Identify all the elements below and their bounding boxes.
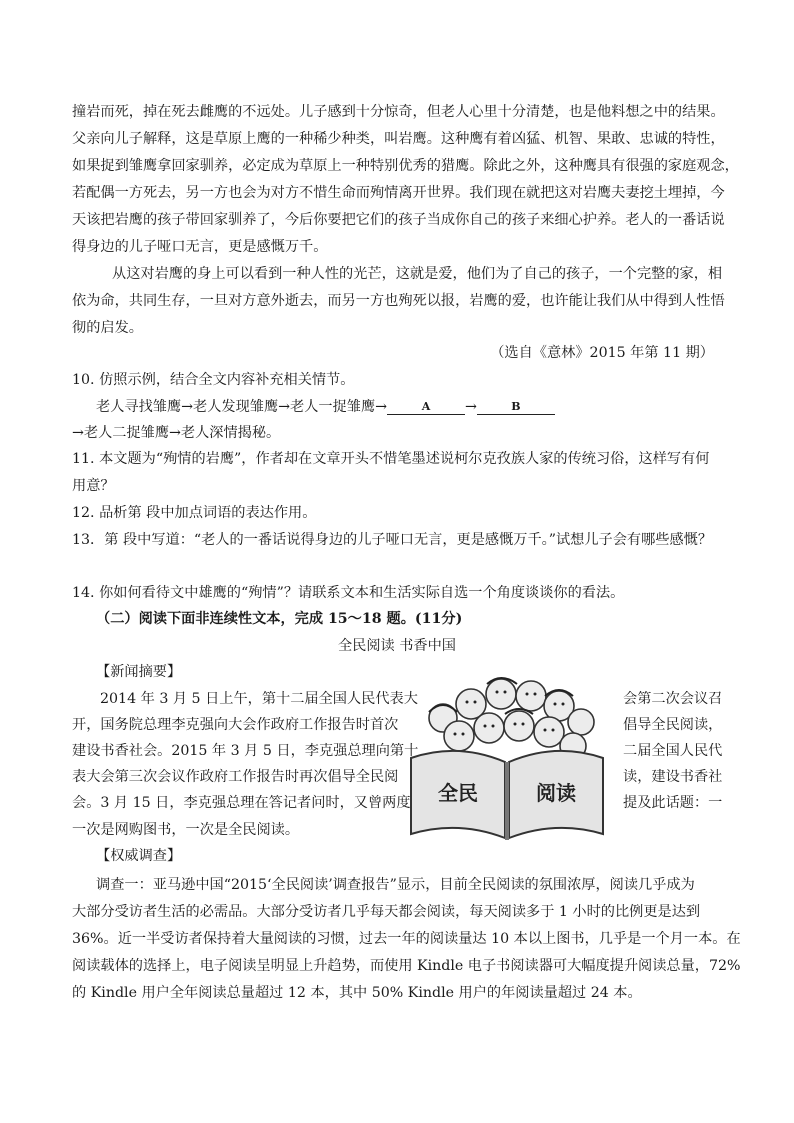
question-11-cont: 用意？	[72, 478, 115, 494]
question-12: 12. 品析第 段中加点词语的表达作用。	[72, 505, 317, 521]
blank-a: A	[387, 400, 465, 415]
arrow-text: →	[465, 399, 477, 415]
question-10: 10. 仿照示例，结合全文内容补充相关情节。	[72, 372, 355, 388]
survey-line: 阅读载体的选择上，电子阅读呈明显上升趋势，而使用 Kindle 电子书阅读器可大幅度提升阅读总量，72%	[72, 958, 741, 974]
passage-line: 如果捉到雏鹰拿回家驯养，必定成为草原上一种特别优秀的猎鹰。除此之外，这种鹰具有很强的家庭观念，	[72, 158, 739, 174]
news-left-line: 表大会第三次会议作政府工作报告时再次倡导全民阅	[72, 769, 399, 785]
section2-heading: （二）阅读下面非连续性文本，完成 15～18 题。(11分)	[96, 611, 463, 627]
passage-line: 撞岩而死，掉在死去雌鹰的不远处。儿子感到十分惊奇，但老人心里十分清楚，也是他料想之中的结果。	[72, 104, 725, 120]
news-right-line: 读，建设书香社	[623, 769, 723, 785]
survey-label: 【权威调查】	[96, 848, 182, 864]
source-citation: （选自《意林》2015 年第 11 期）	[490, 345, 714, 361]
question-10-sequence	[96, 397, 555, 417]
reading-illustration	[403, 666, 613, 841]
passage-line: 父亲向儿子解释，这是草原上鹰的一种稀少种类，叫岩鹰。这种鹰有着凶猛、机智、果敢、忠诚的特性，	[72, 131, 725, 147]
news-right-line: 会第二次会议召	[623, 691, 723, 707]
passage-line: 彻的启发。	[72, 320, 143, 336]
question-14: 14. 你如何看待文中雄鹰的“殉情”？请联系文本和生活实际自选一个角度谈谈你的看法。	[72, 585, 625, 601]
question-10-sequence-end: →老人二捉雏鹰→老人深情揭秘。	[72, 425, 281, 441]
news-right-line: 提及此话题：一	[623, 795, 723, 811]
survey-line: 大部分受访者生活的必需品。大部分受访者几乎每天都会阅读，每天阅读多于 1 小时的比例更是达到	[72, 904, 701, 920]
blank-b: B	[477, 400, 555, 415]
people-group	[429, 679, 594, 759]
section2-title: 全民阅读 书香中国	[337, 638, 456, 654]
sequence-start: 老人寻找雏鹰→老人发现雏鹰→老人一捉雏鹰→	[96, 399, 388, 415]
passage-line: 得身边的儿子哑口无言，更是感慨万千。	[72, 239, 328, 255]
passage-line: 若配偶一方死去，另一方也会为对方不惜生命而殉情离开世界。我们现在就把这对岩鹰夫妻挖土埋掉，今	[72, 185, 725, 201]
open-book-icon	[411, 751, 603, 840]
book-left-text: 全民	[438, 781, 478, 805]
book-right-text: 阅读	[536, 781, 576, 805]
news-label: 【新闻摘要】	[96, 664, 182, 680]
survey-line: 的 Kindle 用户全年阅读总量超过 12 本，其中 50% Kindle 用户的年阅读量超过 24 本。	[72, 985, 642, 1001]
passage-line: 依为命，共同生存，一旦对方意外逝去，而另一方也殉死以报，岩鹰的爱，也许能让我们从中得到人性悟	[72, 293, 725, 309]
survey-line: 36%。近一半受访者保持着大量阅读的习惯，过去一年的阅读量达 10 本以上图书，几乎是一个月一本。在	[72, 931, 741, 947]
news-left-line: 会。3 月 15 日，李克强总理在答记者问时，又曾两度	[72, 795, 411, 811]
question-11: 11. 本文题为“殉情的岩鹰”，作者却在文章开头不惜笔墨述说柯尔克孜族人家的传统习俗，这样写有何	[72, 451, 710, 467]
passage-line: 天该把岩鹰的孩子带回家驯养了，今后你要把它们的孩子当成你自己的孩子来细心护养。老人的一番话说	[72, 212, 725, 228]
news-right-line: 二届全国人民代	[623, 743, 723, 759]
news-left-line: 建设书香社会。2015 年 3 月 5 日，李克强总理向第十	[72, 743, 419, 759]
passage-line: 从这对岩鹰的身上可以看到一种人性的光芒，这就是爱，他们为了自己的孩子，一个完整的家，相	[112, 266, 723, 282]
news-left-line: 2014 年 3 月 5 日上午，第十二届全国人民代表大	[100, 691, 418, 707]
survey-line: 调查一：亚马逊中国“2015‘全民阅读’调查报告”显示，目前全民阅读的氛围浓厚，阅读几乎成为	[96, 877, 695, 893]
news-left-line: 开，国务院总理李克强向大会作政府工作报告时首次	[72, 717, 399, 733]
news-right-line: 倡导全民阅读，	[623, 717, 723, 733]
news-left-line: 一次是网购图书，一次是全民阅读。	[72, 822, 300, 838]
question-13: 13．第 段中写道：“老人的一番话说得身边的儿子哑口无言，更是感慨万千。”试想儿子会有哪些感慨？	[72, 532, 713, 548]
